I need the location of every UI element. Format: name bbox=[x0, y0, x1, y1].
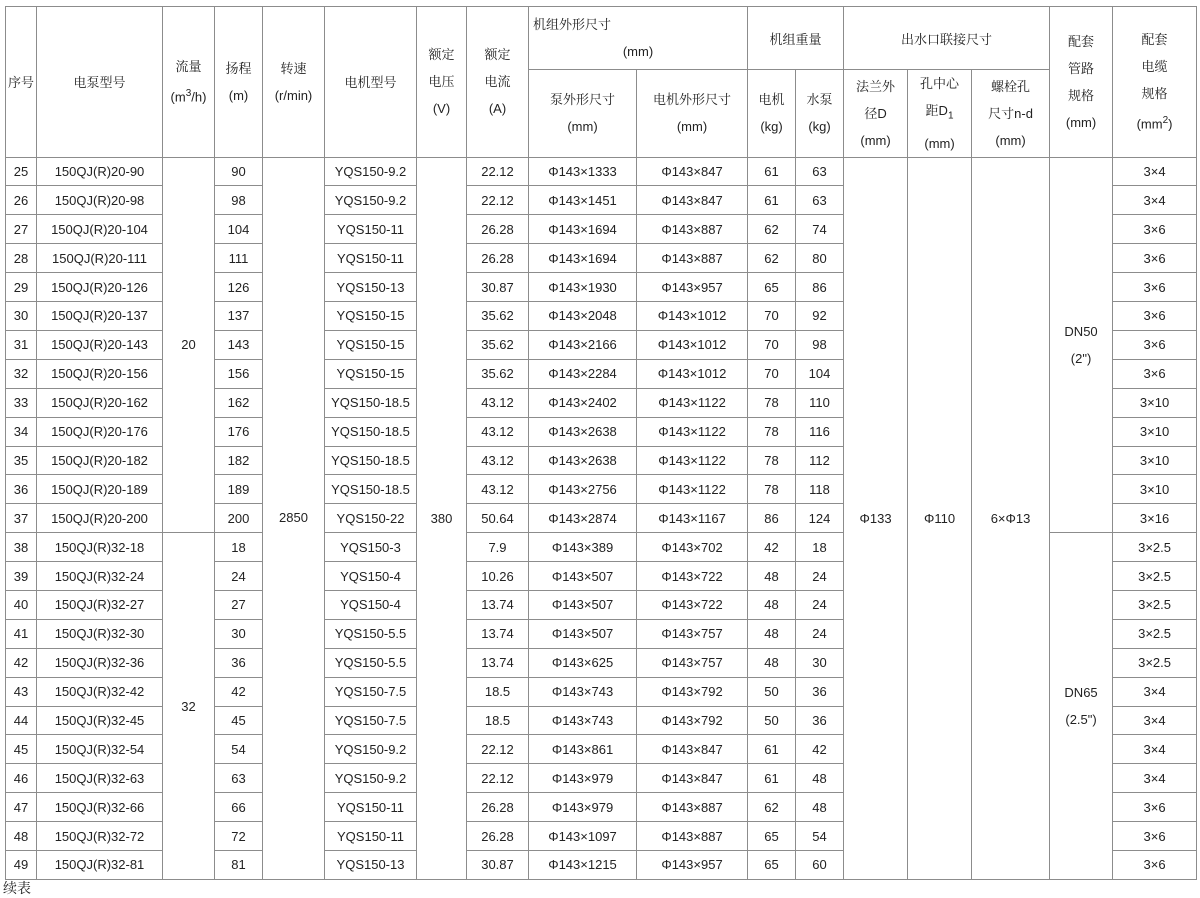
header-motor-dims: 电机外形尺寸 (mm) bbox=[637, 70, 748, 158]
cell-seq: 43 bbox=[6, 677, 37, 706]
cell-pump-dims: Φ143×743 bbox=[529, 677, 637, 706]
cell-current: 22.12 bbox=[467, 735, 529, 764]
cell-current: 30.87 bbox=[467, 850, 529, 879]
cell-seq: 42 bbox=[6, 648, 37, 677]
cell-pump-weight: 112 bbox=[796, 446, 844, 475]
voltage-value: 380 bbox=[430, 510, 453, 526]
cell-current: 26.28 bbox=[467, 244, 529, 273]
cell-cable: 3×2.5 bbox=[1113, 533, 1197, 562]
cell-current: 22.12 bbox=[467, 186, 529, 215]
cell-seq: 33 bbox=[6, 388, 37, 417]
cell-motor-dims: Φ143×847 bbox=[637, 735, 748, 764]
cell-head: 143 bbox=[215, 330, 263, 359]
cell-motor-dims: Φ143×1167 bbox=[637, 504, 748, 533]
cell-motor-weight: 48 bbox=[748, 619, 796, 648]
cell-motor: YQS150-11 bbox=[325, 215, 417, 244]
cell-pump-dims: Φ143×2638 bbox=[529, 446, 637, 475]
cell-current: 18.5 bbox=[467, 677, 529, 706]
cell-seq: 27 bbox=[6, 215, 37, 244]
cell-model: 150QJ(R)20-182 bbox=[37, 446, 163, 475]
cell-cable: 3×10 bbox=[1113, 417, 1197, 446]
cell-current: 22.12 bbox=[467, 157, 529, 186]
cell-current: 35.62 bbox=[467, 330, 529, 359]
cell-pump-dims: Φ143×389 bbox=[529, 533, 637, 562]
cell-cable: 3×6 bbox=[1113, 215, 1197, 244]
cell-seq: 28 bbox=[6, 244, 37, 273]
header-bolt: 螺栓孔 尺寸n-d (mm) bbox=[972, 70, 1050, 158]
cell-pump-dims: Φ143×1930 bbox=[529, 273, 637, 302]
cell-head: 66 bbox=[215, 793, 263, 822]
cell-current: 43.12 bbox=[467, 388, 529, 417]
cell-cable: 3×6 bbox=[1113, 273, 1197, 302]
cell-pipe-dn50 bbox=[1050, 157, 1113, 533]
cell-cable: 3×2.5 bbox=[1113, 619, 1197, 648]
cell-model: 150QJ(R)20-189 bbox=[37, 475, 163, 504]
cell-seq: 38 bbox=[6, 533, 37, 562]
cell-head: 18 bbox=[215, 533, 263, 562]
cell-cable: 3×10 bbox=[1113, 446, 1197, 475]
cell-pump-weight: 54 bbox=[796, 822, 844, 851]
cell-pump-weight: 42 bbox=[796, 735, 844, 764]
cell-pump-weight: 18 bbox=[796, 533, 844, 562]
cell-pump-dims: Φ143×2638 bbox=[529, 417, 637, 446]
cell-motor-dims: Φ143×1012 bbox=[637, 359, 748, 388]
header-head: 扬程 (m) bbox=[215, 7, 263, 158]
cell-cable: 3×6 bbox=[1113, 359, 1197, 388]
cell-head: 54 bbox=[215, 735, 263, 764]
cell-motor-weight: 78 bbox=[748, 388, 796, 417]
cell-pipe-dn65 bbox=[1050, 533, 1113, 880]
cell-pump-dims: Φ143×1215 bbox=[529, 850, 637, 879]
cell-pump-weight: 63 bbox=[796, 186, 844, 215]
cell-seq: 35 bbox=[6, 446, 37, 475]
cell-head: 72 bbox=[215, 822, 263, 851]
pipe-dn50-inch: (2") bbox=[1070, 350, 1092, 366]
cell-head: 162 bbox=[215, 388, 263, 417]
cell-motor-weight: 62 bbox=[748, 793, 796, 822]
cell-motor: YQS150-7.5 bbox=[325, 706, 417, 735]
cell-pump-dims: Φ143×743 bbox=[529, 706, 637, 735]
cell-motor-dims: Φ143×887 bbox=[637, 244, 748, 273]
cell-head: 45 bbox=[215, 706, 263, 735]
cell-model: 150QJ(R)32-27 bbox=[37, 590, 163, 619]
speed-value: 2850 bbox=[279, 510, 308, 526]
cell-motor-weight: 62 bbox=[748, 244, 796, 273]
cell-motor-weight: 65 bbox=[748, 273, 796, 302]
cell-motor: YQS150-11 bbox=[325, 822, 417, 851]
cell-pump-dims: Φ143×2874 bbox=[529, 504, 637, 533]
cell-head: 42 bbox=[215, 677, 263, 706]
cell-model: 150QJ(R)20-98 bbox=[37, 186, 163, 215]
cell-motor: YQS150-15 bbox=[325, 330, 417, 359]
cell-current: 13.74 bbox=[467, 648, 529, 677]
cell-motor-dims: Φ143×1012 bbox=[637, 302, 748, 331]
header-row-1 bbox=[6, 7, 1197, 70]
cell-head: 200 bbox=[215, 504, 263, 533]
header-speed: 转速 (r/min) bbox=[263, 7, 325, 158]
footer-note: 续表 bbox=[3, 880, 31, 896]
pipe-dn50-label: DN50 bbox=[1064, 323, 1098, 339]
cell-seq: 49 bbox=[6, 850, 37, 879]
cell-motor-dims: Φ143×847 bbox=[637, 764, 748, 793]
cell-motor-weight: 70 bbox=[748, 330, 796, 359]
cell-motor-dims: Φ143×792 bbox=[637, 677, 748, 706]
cell-current: 7.9 bbox=[467, 533, 529, 562]
cell-motor: YQS150-3 bbox=[325, 533, 417, 562]
cell-cable: 3×2.5 bbox=[1113, 562, 1197, 591]
cell-motor-weight: 70 bbox=[748, 302, 796, 331]
cell-head: 63 bbox=[215, 764, 263, 793]
header-outlet-group: 出水口联接尺寸 bbox=[844, 7, 1050, 70]
cell-motor-weight: 62 bbox=[748, 215, 796, 244]
cell-head: 182 bbox=[215, 446, 263, 475]
cell-motor: YQS150-13 bbox=[325, 273, 417, 302]
header-flow: 流量 $(m^3/h)$ bbox=[163, 7, 215, 158]
cell-pump-weight: 48 bbox=[796, 793, 844, 822]
cell-model: 150QJ(R)20-90 bbox=[37, 157, 163, 186]
cell-flow: 32 bbox=[163, 533, 215, 880]
cell-current: 43.12 bbox=[467, 475, 529, 504]
cell-pump-weight: 24 bbox=[796, 562, 844, 591]
cell-motor: YQS150-9.2 bbox=[325, 735, 417, 764]
cell-pump-dims: Φ143×979 bbox=[529, 793, 637, 822]
cell-motor: YQS150-4 bbox=[325, 562, 417, 591]
cell-motor: YQS150-15 bbox=[325, 359, 417, 388]
cell-pump-dims: Φ143×2756 bbox=[529, 475, 637, 504]
cell-motor-weight: 50 bbox=[748, 706, 796, 735]
cell-current: 18.5 bbox=[467, 706, 529, 735]
cell-cable: 3×6 bbox=[1113, 793, 1197, 822]
cell-head: 111 bbox=[215, 244, 263, 273]
cell-head: 36 bbox=[215, 648, 263, 677]
cell-pump-dims: Φ143×2284 bbox=[529, 359, 637, 388]
cell-motor-dims: Φ143×1122 bbox=[637, 475, 748, 504]
cell-model: 150QJ(R)32-30 bbox=[37, 619, 163, 648]
cell-model: 150QJ(R)32-72 bbox=[37, 822, 163, 851]
cell-pump-dims: Φ143×507 bbox=[529, 619, 637, 648]
cell-current: 10.26 bbox=[467, 562, 529, 591]
cell-motor: YQS150-18.5 bbox=[325, 446, 417, 475]
cell-cable: 3×4 bbox=[1113, 735, 1197, 764]
cell-motor-weight: 48 bbox=[748, 562, 796, 591]
cell-motor-dims: Φ143×847 bbox=[637, 186, 748, 215]
cell-model: 150QJ(R)32-66 bbox=[37, 793, 163, 822]
cell-pump-weight: 60 bbox=[796, 850, 844, 879]
cell-pump-weight: 48 bbox=[796, 764, 844, 793]
cell-speed bbox=[263, 157, 325, 879]
cell-seq: 45 bbox=[6, 735, 37, 764]
cell-pump-weight: 24 bbox=[796, 619, 844, 648]
cell-motor: YQS150-18.5 bbox=[325, 417, 417, 446]
cell-pump-dims: Φ143×625 bbox=[529, 648, 637, 677]
cell-seq: 46 bbox=[6, 764, 37, 793]
cell-seq: 47 bbox=[6, 793, 37, 822]
cell-pump-dims: Φ143×1333 bbox=[529, 157, 637, 186]
cell-model: 150QJ(R)32-81 bbox=[37, 850, 163, 879]
cell-head: 30 bbox=[215, 619, 263, 648]
cell-pump-dims: Φ143×1694 bbox=[529, 244, 637, 273]
cell-motor-dims: Φ143×847 bbox=[637, 157, 748, 186]
header-cable: 配套 电缆 规格 $(mm^2)$ bbox=[1113, 7, 1197, 158]
cell-motor-weight: 61 bbox=[748, 764, 796, 793]
cell-cable: 3×4 bbox=[1113, 157, 1197, 186]
cell-model: 150QJ(R)32-63 bbox=[37, 764, 163, 793]
cell-motor-dims: Φ143×887 bbox=[637, 215, 748, 244]
cell-current: 30.87 bbox=[467, 273, 529, 302]
cell-head: 176 bbox=[215, 417, 263, 446]
header-seq: 序号 bbox=[6, 7, 37, 158]
cell-seq: 40 bbox=[6, 590, 37, 619]
cell-model: 150QJ(R)20-162 bbox=[37, 388, 163, 417]
cell-seq: 41 bbox=[6, 619, 37, 648]
cell-motor-dims: Φ143×887 bbox=[637, 793, 748, 822]
cell-pump-dims: Φ143×2048 bbox=[529, 302, 637, 331]
cell-motor-dims: Φ143×887 bbox=[637, 822, 748, 851]
cell-model: 150QJ(R)32-42 bbox=[37, 677, 163, 706]
cell-seq: 29 bbox=[6, 273, 37, 302]
cell-head: 104 bbox=[215, 215, 263, 244]
cell-cable: 3×6 bbox=[1113, 302, 1197, 331]
cell-head: 27 bbox=[215, 590, 263, 619]
header-motor: 电机型号 bbox=[325, 7, 417, 158]
cell-motor-weight: 61 bbox=[748, 157, 796, 186]
cell-motor-dims: Φ143×1122 bbox=[637, 388, 748, 417]
cell-pump-weight: 63 bbox=[796, 157, 844, 186]
cell-model: 150QJ(R)20-176 bbox=[37, 417, 163, 446]
cell-pump-weight: 110 bbox=[796, 388, 844, 417]
cell-pump-weight: 98 bbox=[796, 330, 844, 359]
cell-motor: YQS150-5.5 bbox=[325, 648, 417, 677]
cell-seq: 31 bbox=[6, 330, 37, 359]
cell-cable: 3×2.5 bbox=[1113, 648, 1197, 677]
cell-current: 26.28 bbox=[467, 822, 529, 851]
cell-motor: YQS150-11 bbox=[325, 793, 417, 822]
cell-cable: 3×6 bbox=[1113, 330, 1197, 359]
cell-motor-weight: 78 bbox=[748, 446, 796, 475]
cell-pump-weight: 92 bbox=[796, 302, 844, 331]
header-dims-group: 机组外形尺寸 (mm) bbox=[529, 7, 748, 70]
cell-motor-weight: 70 bbox=[748, 359, 796, 388]
cell-pump-dims: Φ143×861 bbox=[529, 735, 637, 764]
cell-motor-weight: 78 bbox=[748, 475, 796, 504]
cell-cable: 3×10 bbox=[1113, 475, 1197, 504]
cell-motor: YQS150-9.2 bbox=[325, 186, 417, 215]
cell-motor-dims: Φ143×792 bbox=[637, 706, 748, 735]
cell-pump-weight: 116 bbox=[796, 417, 844, 446]
cell-model: 150QJ(R)20-137 bbox=[37, 302, 163, 331]
cell-seq: 44 bbox=[6, 706, 37, 735]
cell-motor: YQS150-13 bbox=[325, 850, 417, 879]
cell-pump-weight: 30 bbox=[796, 648, 844, 677]
cell-motor-weight: 65 bbox=[748, 850, 796, 879]
cell-pump-dims: Φ143×979 bbox=[529, 764, 637, 793]
cell-pump-weight: 80 bbox=[796, 244, 844, 273]
header-flange: 法兰外 径D (mm) bbox=[844, 70, 908, 158]
cell-model: 150QJ(R)20-126 bbox=[37, 273, 163, 302]
cell-pump-weight: 24 bbox=[796, 590, 844, 619]
cell-model: 150QJ(R)32-54 bbox=[37, 735, 163, 764]
cell-current: 22.12 bbox=[467, 764, 529, 793]
cell-voltage bbox=[417, 157, 467, 879]
cell-motor: YQS150-4 bbox=[325, 590, 417, 619]
cell-pump-dims: Φ143×1694 bbox=[529, 215, 637, 244]
header-voltage: 额定 电压 (V) bbox=[417, 7, 467, 158]
cell-bolt: 6×Φ13 bbox=[972, 157, 1050, 879]
cell-motor-dims: Φ143×757 bbox=[637, 648, 748, 677]
cell-pump-dims: Φ143×1451 bbox=[529, 186, 637, 215]
cell-motor-weight: 65 bbox=[748, 822, 796, 851]
cell-head: 24 bbox=[215, 562, 263, 591]
cell-pump-weight: 36 bbox=[796, 677, 844, 706]
cell-pump-dims: Φ143×2166 bbox=[529, 330, 637, 359]
cell-pump-weight: 118 bbox=[796, 475, 844, 504]
cell-seq: 26 bbox=[6, 186, 37, 215]
pipe-dn65-inch: (2.5") bbox=[1065, 712, 1097, 728]
cell-motor-weight: 48 bbox=[748, 590, 796, 619]
header-weight-group: 机组重量 bbox=[748, 7, 844, 70]
header-motor-weight: 电机 (kg) bbox=[748, 70, 796, 158]
pipe-dn65-label: DN65 bbox=[1064, 685, 1098, 701]
cell-pump-dims: Φ143×1097 bbox=[529, 822, 637, 851]
cell-current: 35.62 bbox=[467, 359, 529, 388]
cell-model: 150QJ(R)32-36 bbox=[37, 648, 163, 677]
cell-cable: 3×4 bbox=[1113, 186, 1197, 215]
cell-seq: 25 bbox=[6, 157, 37, 186]
cell-head: 156 bbox=[215, 359, 263, 388]
cell-pump-dims: Φ143×2402 bbox=[529, 388, 637, 417]
cell-pump-weight: 86 bbox=[796, 273, 844, 302]
cell-model: 150QJ(R)20-200 bbox=[37, 504, 163, 533]
cell-motor-dims: Φ143×957 bbox=[637, 273, 748, 302]
table-row bbox=[6, 157, 1197, 186]
cell-head: 137 bbox=[215, 302, 263, 331]
cell-head: 90 bbox=[215, 157, 263, 186]
cell-model: 150QJ(R)20-104 bbox=[37, 215, 163, 244]
cell-motor: YQS150-7.5 bbox=[325, 677, 417, 706]
cell-cable: 3×16 bbox=[1113, 504, 1197, 533]
cell-current: 13.74 bbox=[467, 619, 529, 648]
cell-motor-weight: 78 bbox=[748, 417, 796, 446]
cell-cable: 3×2.5 bbox=[1113, 590, 1197, 619]
cell-hole: Φ110 bbox=[908, 157, 972, 879]
cell-motor: YQS150-22 bbox=[325, 504, 417, 533]
header-current: 额定 电流 (A) bbox=[467, 7, 529, 158]
cell-motor: YQS150-5.5 bbox=[325, 619, 417, 648]
cell-model: 150QJ(R)32-45 bbox=[37, 706, 163, 735]
cell-current: 26.28 bbox=[467, 793, 529, 822]
cell-pump-dims: Φ143×507 bbox=[529, 590, 637, 619]
cell-current: 35.62 bbox=[467, 302, 529, 331]
cell-motor-weight: 61 bbox=[748, 735, 796, 764]
cell-motor-weight: 48 bbox=[748, 648, 796, 677]
cell-head: 98 bbox=[215, 186, 263, 215]
cell-pump-weight: 124 bbox=[796, 504, 844, 533]
spec-table bbox=[5, 6, 1197, 880]
cell-motor-weight: 86 bbox=[748, 504, 796, 533]
cell-seq: 34 bbox=[6, 417, 37, 446]
cell-model: 150QJ(R)20-156 bbox=[37, 359, 163, 388]
cell-current: 43.12 bbox=[467, 417, 529, 446]
cell-seq: 36 bbox=[6, 475, 37, 504]
cell-motor: YQS150-18.5 bbox=[325, 388, 417, 417]
cell-model: 150QJ(R)20-111 bbox=[37, 244, 163, 273]
cell-cable: 3×6 bbox=[1113, 822, 1197, 851]
cell-motor-dims: Φ143×757 bbox=[637, 619, 748, 648]
header-hole: 孔中心 距$D_1$ (mm) bbox=[908, 70, 972, 158]
cell-motor-weight: 50 bbox=[748, 677, 796, 706]
header-pipe: 配套 管路 规格 (mm) bbox=[1050, 7, 1113, 158]
cell-motor-dims: Φ143×1122 bbox=[637, 417, 748, 446]
cell-current: 26.28 bbox=[467, 215, 529, 244]
header-pump-weight: 水泵 (kg) bbox=[796, 70, 844, 158]
cell-pump-dims: Φ143×507 bbox=[529, 562, 637, 591]
cell-cable: 3×4 bbox=[1113, 764, 1197, 793]
cell-head: 81 bbox=[215, 850, 263, 879]
cell-motor: YQS150-9.2 bbox=[325, 157, 417, 186]
cell-motor-dims: Φ143×702 bbox=[637, 533, 748, 562]
cell-motor-weight: 61 bbox=[748, 186, 796, 215]
cell-motor-dims: Φ143×722 bbox=[637, 590, 748, 619]
cell-seq: 37 bbox=[6, 504, 37, 533]
cell-flow: 20 bbox=[163, 157, 215, 533]
cell-seq: 48 bbox=[6, 822, 37, 851]
cell-seq: 32 bbox=[6, 359, 37, 388]
cell-head: 189 bbox=[215, 475, 263, 504]
cell-current: 50.64 bbox=[467, 504, 529, 533]
cell-model: 150QJ(R)32-24 bbox=[37, 562, 163, 591]
cell-cable: 3×4 bbox=[1113, 706, 1197, 735]
cell-pump-weight: 36 bbox=[796, 706, 844, 735]
cell-seq: 39 bbox=[6, 562, 37, 591]
cell-cable: 3×10 bbox=[1113, 388, 1197, 417]
header-pump-dims: 泵外形尺寸 (mm) bbox=[529, 70, 637, 158]
cell-current: 43.12 bbox=[467, 446, 529, 475]
cell-motor-dims: Φ143×1012 bbox=[637, 330, 748, 359]
cell-motor: YQS150-18.5 bbox=[325, 475, 417, 504]
cell-current: 13.74 bbox=[467, 590, 529, 619]
cell-cable: 3×6 bbox=[1113, 244, 1197, 273]
cell-pump-weight: 74 bbox=[796, 215, 844, 244]
cell-motor: YQS150-9.2 bbox=[325, 764, 417, 793]
cell-motor-weight: 42 bbox=[748, 533, 796, 562]
cell-motor: YQS150-15 bbox=[325, 302, 417, 331]
cell-seq: 30 bbox=[6, 302, 37, 331]
cell-flange: Φ133 bbox=[844, 157, 908, 879]
cell-model: 150QJ(R)20-143 bbox=[37, 330, 163, 359]
cell-motor-dims: Φ143×957 bbox=[637, 850, 748, 879]
cell-pump-weight: 104 bbox=[796, 359, 844, 388]
cell-motor-dims: Φ143×1122 bbox=[637, 446, 748, 475]
cell-cable: 3×4 bbox=[1113, 677, 1197, 706]
cell-cable: 3×6 bbox=[1113, 850, 1197, 879]
cell-motor-dims: Φ143×722 bbox=[637, 562, 748, 591]
cell-head: 126 bbox=[215, 273, 263, 302]
cell-model: 150QJ(R)32-18 bbox=[37, 533, 163, 562]
header-model: 电泵型号 bbox=[37, 7, 163, 158]
cell-motor: YQS150-11 bbox=[325, 244, 417, 273]
